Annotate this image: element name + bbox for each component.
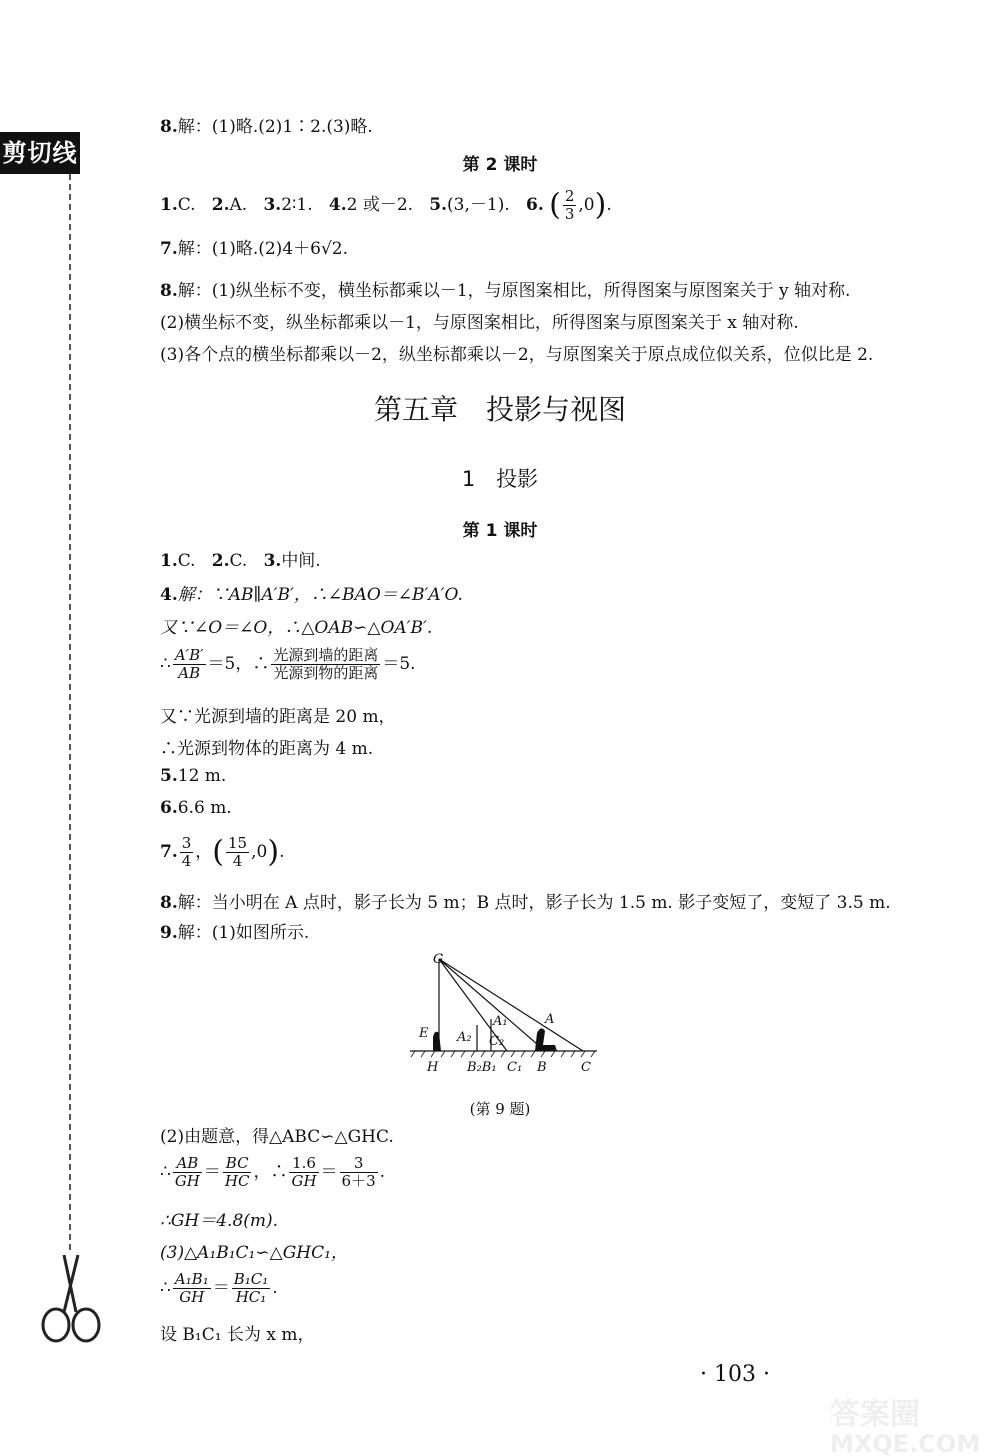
question-number: 8. — [160, 117, 178, 137]
label-E: E — [419, 1026, 429, 1041]
therefore: ∴ — [160, 1162, 171, 1182]
answer-text: 解：(1)略.(2)4＋6√2. — [177, 239, 348, 259]
label-C1: C₁ — [507, 1060, 523, 1075]
lesson-1-question-4-line2: 又∵∠O＝∠O，∴△OAB∽△OA′B′. — [160, 618, 433, 638]
answer-tail: ,0 — [578, 195, 595, 215]
lesson-1-question-9-part2: (2)由题意，得△ABC∽△GHC. — [160, 1127, 394, 1147]
label-A: A — [545, 1012, 555, 1027]
label-G: G — [433, 952, 444, 967]
lesson-1-question-4-ratio — [160, 642, 416, 686]
lesson-2-question-8-part1 — [160, 276, 850, 301]
watermark-url: MXQE.COM — [830, 1430, 981, 1456]
lesson-1-question-7: 7. $\frac{3}{4}$ ，( $\frac{15}{4}$ ,0). — [160, 834, 285, 870]
label-B2B1: B₂B₁ — [467, 1060, 497, 1075]
lesson-2-question-8-part2: (2)横坐标不变，纵坐标都乘以－1，与原图案相比，所得图案与原图案关于 x 轴对称. — [160, 313, 799, 333]
fraction: $\frac{3}{6+3}$ — [341, 1154, 376, 1190]
q-num: 2. — [211, 551, 230, 571]
q-num: 5. — [429, 195, 448, 215]
answer: (3,－1). — [447, 195, 510, 215]
equals: ＝ — [320, 1162, 338, 1182]
period: . — [279, 842, 285, 862]
lesson-1-question-4-line5: ∴光源到物体的距离为 4 m. — [160, 739, 374, 759]
question-number: 7. — [160, 239, 178, 259]
period: . — [606, 195, 612, 215]
answer-text: 12 m. — [177, 766, 227, 786]
fraction: $\frac{\text{光源到墙的距离}}{\text{光源到物的距离}}$ — [273, 646, 379, 682]
answer-text: 解：∵AB∥A′B′，∴∠BAO＝∠B′A′O. — [177, 585, 463, 605]
lesson-1-question-5 — [160, 766, 226, 786]
equals: ＝ — [212, 1278, 230, 1298]
answer: C. — [177, 551, 196, 571]
answer-tail: ,0 — [251, 842, 268, 862]
therefore: ∴ — [160, 1278, 171, 1298]
answer-text: 解：(1)纵坐标不变，横坐标都乘以－1，与原图案相比，所得图案与原图案关于 y 轴对称. — [177, 281, 851, 301]
scissors-icon — [34, 1250, 104, 1345]
cut-dashed-line — [69, 174, 71, 1250]
question-number: 4. — [160, 585, 178, 605]
figure-caption: (第 9 题) — [469, 1100, 531, 1118]
lesson-1-question-9-result: ∴GH＝4.8(m). — [160, 1211, 279, 1231]
answer-text: 解：(1)如图所示. — [177, 923, 310, 943]
page-number: · 103 · — [700, 1362, 770, 1387]
answer: 2 或－2. — [346, 195, 414, 215]
fraction: $\frac{1.6}{GH}$ — [291, 1154, 317, 1190]
lesson-1-question-9-ratio2 — [160, 1266, 278, 1310]
lesson-1-question-9-let: 设 B₁C₁ 长为 x m， — [160, 1325, 315, 1345]
lesson-2-question-8-part3: (3)各个点的横坐标都乘以－2，纵坐标都乘以－2，与原图案关于原点成位似关系，位似比是 2. — [160, 345, 874, 365]
lesson-1-question-9-ratio — [160, 1150, 385, 1194]
answer-text: 6.6 m. — [177, 798, 232, 818]
therefore: ∴ — [160, 654, 171, 674]
answer-text: 解：当小明在 A 点时，影子长为 5 m；B 点时，影子长为 1.5 m. 影子变短了，变短了 3.5 m. — [177, 893, 891, 913]
fraction: $\frac{AB}{GH}$ — [174, 1154, 200, 1190]
fraction: $\frac{BC}{HC}$ — [224, 1154, 250, 1190]
q-num: 4. — [328, 195, 347, 215]
label-C: C — [581, 1060, 591, 1075]
chapter-title: 第五章 投影与视图 — [373, 393, 626, 426]
label-A1: A₁ — [493, 1014, 508, 1029]
answer: C. — [177, 195, 196, 215]
lesson-1-question-4-line4: 又∵光源到墙的距离是 20 m， — [160, 707, 396, 727]
text: ＝5. — [382, 654, 416, 674]
question-number: 5. — [160, 766, 178, 786]
fraction: $\frac{2}{3}$ — [564, 187, 575, 223]
question-9-figure — [405, 945, 605, 1080]
text: ，∴ — [253, 1162, 288, 1182]
q-num: 3. — [263, 195, 282, 215]
question-number: 9. — [160, 923, 178, 943]
lesson-1-question-9-part3: (3)△A₁B₁C₁∽△GHC₁， — [160, 1243, 348, 1263]
question-number: 7. — [160, 842, 178, 862]
answer: 2∶1. — [281, 195, 313, 215]
lesson-1-question-6 — [160, 798, 232, 818]
q-num: 2. — [211, 195, 230, 215]
fraction: $\frac{\text{A₁B₁}}{GH}$ — [174, 1270, 209, 1306]
lesson-2-choice-answers: 1.C. 2.A. 3.2∶1. 4.2 或－2. 5.(3,－1). 6. ( $\frac{2}{3}$ ,0). — [160, 187, 612, 223]
answer: 中间. — [281, 551, 321, 571]
label-B: B — [537, 1060, 547, 1075]
answer: C. — [229, 551, 248, 571]
section-title: 1 投影 — [461, 467, 539, 491]
lesson-1-title: 第 1 课时 — [462, 521, 538, 541]
question-number: 8. — [160, 893, 178, 913]
q-num: 1. — [160, 551, 178, 571]
period: . — [272, 1278, 278, 1298]
fraction: $\frac{15}{4}$ — [228, 834, 248, 870]
fraction: $\frac{\text{B₁C₁}}{\text{HC₁}}$ — [233, 1270, 269, 1306]
lesson-2-question-7 — [160, 234, 348, 259]
site-watermark-logo — [826, 1392, 1000, 1456]
lesson-1-question-9 — [160, 918, 309, 943]
comma: ， — [195, 842, 213, 862]
label-A2: A₂ — [457, 1030, 472, 1045]
lesson-1-choice-answers — [160, 546, 321, 571]
cut-line-label: 剪切线 — [0, 132, 80, 174]
fraction: $\frac{A'B'}{AB}$ — [174, 646, 204, 682]
answer: A. — [229, 195, 248, 215]
prev-question-8 — [160, 112, 373, 137]
question-number: 8. — [160, 281, 178, 301]
q-num: 1. — [160, 195, 178, 215]
label-C2: C₂ — [489, 1034, 505, 1049]
watermark-title: 答案圈 — [830, 1397, 920, 1432]
q-num: 6. — [525, 195, 544, 215]
answer-text: 解：(1)略.(2)1∶2.(3)略. — [177, 117, 373, 137]
period: . — [379, 1162, 386, 1182]
fraction: $\frac{3}{4}$ — [181, 834, 192, 870]
label-H: H — [427, 1060, 439, 1075]
q-num: 3. — [263, 551, 282, 571]
lesson-1-question-4 — [160, 580, 463, 605]
question-number: 6. — [160, 798, 178, 818]
lesson-1-question-8 — [160, 888, 891, 913]
equals: ＝ — [203, 1162, 221, 1182]
text: ＝5，∴ — [207, 654, 270, 674]
lesson-2-title: 第 2 课时 — [462, 155, 538, 175]
